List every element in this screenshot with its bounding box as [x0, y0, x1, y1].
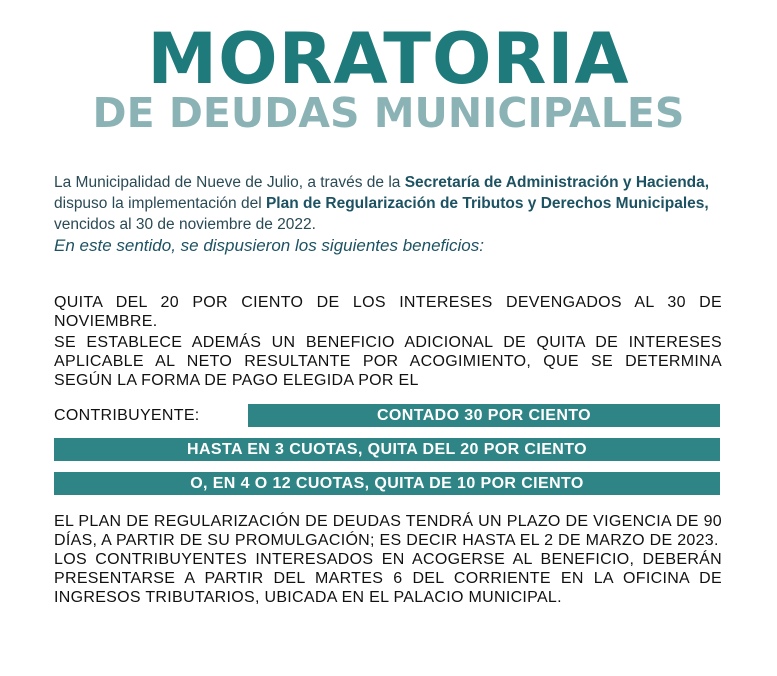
page-subtitle: DE DEUDAS MUNICIPALES [92, 89, 685, 137]
intro-text-3: vencidos al 30 de noviembre de 2022. [54, 216, 316, 233]
benefit-block [54, 293, 722, 390]
page-title: MORATORIA [147, 18, 630, 100]
vigencia-block [54, 512, 722, 607]
intro-italic: En este sentido, se dispusieron los siguientes beneficios: [54, 236, 484, 255]
contribuyente-label: CONTRIBUYENTE: [54, 407, 200, 424]
intro-bold-2: Plan de Regularización de Tributos y Derechos Municipales, [265, 195, 709, 212]
presentacion-paragraph: LOS CONTRIBUYENTES INTERESADOS EN ACOGERSE AL BENEFICIO, DEBERÁN PRESENTARSE A PARTIR DEL MARTES 6 DEL CORRIENTE EN LA OFICINA DE INGRESOS TRIBUTARIOS, UBICADA EN EL PALACIO MUNICIPAL. [54, 551, 722, 606]
intro-text-1: La Municipalidad de Nueve de Julio, a través de la [54, 174, 405, 191]
option-12-cuotas-bar: O, EN 4 O 12 CUOTAS, QUITA DE 10 POR CIENTO [54, 472, 720, 495]
benefit-line-2: SE ESTABLECE ADEMÁS UN BENEFICIO ADICIONAL DE QUITA DE INTERESES APLICABLE AL NETO RESULTANTE POR ACOGIMIENTO, QUE SE DETERMINA SEGÚN LA FORMA DE PAGO ELEGIDA POR EL [54, 334, 722, 389]
benefit-line-1: QUITA DEL 20 POR CIENTO DE LOS INTERESES DEVENGADOS AL 30 DE NOVIEMBRE. [54, 294, 722, 330]
option-3-cuotas-bar: HASTA EN 3 CUOTAS, QUITA DEL 20 POR CIENTO [54, 438, 720, 461]
intro-paragraph [54, 172, 734, 256]
option-contado-bar: CONTADO 30 POR CIENTO [248, 404, 720, 427]
intro-bold-1: Secretaría de Administración y Hacienda, [404, 174, 710, 191]
vigencia-paragraph: EL PLAN DE REGULARIZACIÓN DE DEUDAS TENDRÁ UN PLAZO DE VIGENCIA DE 90 DÍAS, A PARTIR DE SU PROMULGACIÓN; ES DECIR HASTA EL 2 DE MARZO DE 2023. [54, 513, 722, 549]
intro-text-2: dispuso la implementación del [54, 195, 266, 212]
